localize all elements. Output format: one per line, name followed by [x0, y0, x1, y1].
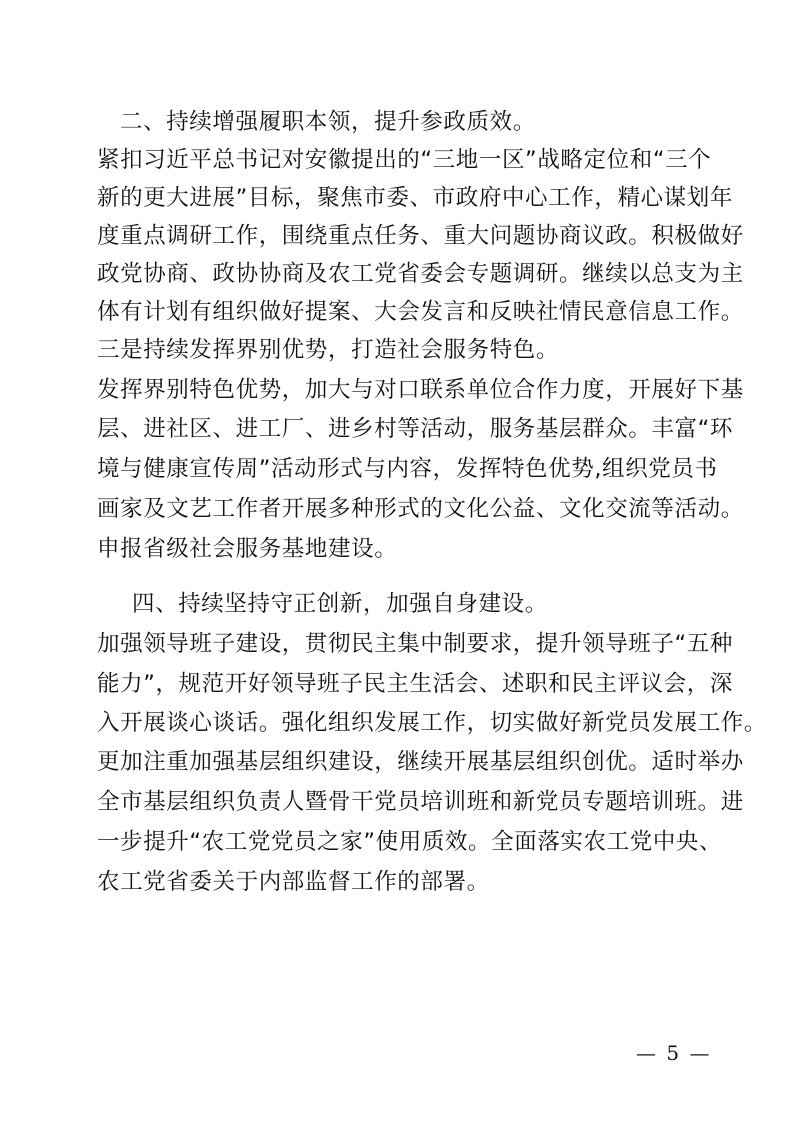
paragraph-line: 能力”，规范开好领导班子民主生活会、述职和民主评议会，深	[97, 671, 733, 697]
paragraph-line: 一步提升“农工党党员之家”使用质效。全面落实农工党中央、	[97, 829, 723, 855]
paragraph-line: 农工党省委关于内部监督工作的部署。	[97, 869, 490, 895]
section-heading-3: 三是持续发挥界别优势，打造社会服务特色。	[97, 337, 560, 363]
paragraph-line: 入开展谈心谈话。强化组织发展工作，切实做好新党员发展工作。	[97, 710, 767, 736]
paragraph-line: 新的更大进展”目标，聚焦市委、市政府中心工作，精心谋划年	[97, 185, 733, 211]
section-heading-2: 二、持续增强履职本领，提升参政质效。	[120, 109, 536, 135]
paragraph-line: 申报省级社会服务基地建设。	[97, 536, 398, 562]
paragraph-line: 度重点调研工作，围绕重点任务、重大问题协商议政。积极做好	[97, 223, 744, 249]
paragraph-line: 层、进社区、进工厂、进乡村等活动，服务基层群众。丰富“环	[97, 416, 733, 442]
paragraph-line: 政党协商、政协协商及农工党省委会专题调研。继续以总支为主	[97, 261, 744, 287]
paragraph-line: 画家及文艺工作者开展多种形式的文化公益、文化交流等活动。	[97, 496, 744, 522]
page-number: — 5 —	[636, 1041, 712, 1065]
paragraph-line: 紧扣习近平总书记对安徽提出的“三地一区”战略定位和“三个	[97, 147, 712, 173]
paragraph-line: 加强领导班子建设，贯彻民主集中制要求，提升领导班子“五种	[97, 631, 733, 657]
paragraph-line: 全市基层组织负责人暨骨干党员培训班和新党员专题培训班。进	[97, 789, 744, 815]
paragraph-line: 境与健康宣传周”活动形式与内容，发挥特色优势,组织党员书	[97, 456, 718, 482]
paragraph-line: 体有计划有组织做好提案、大会发言和反映社情民意信息工作。	[97, 299, 744, 325]
paragraph-line: 更加注重加强基层组织建设，继续开展基层组织创优。适时举办	[97, 749, 744, 775]
paragraph-line: 发挥界别特色优势，加大与对口联系单位合作力度，开展好下基	[97, 377, 744, 403]
section-heading-4: 四、持续坚持守正创新，加强自身建设。	[132, 591, 548, 617]
